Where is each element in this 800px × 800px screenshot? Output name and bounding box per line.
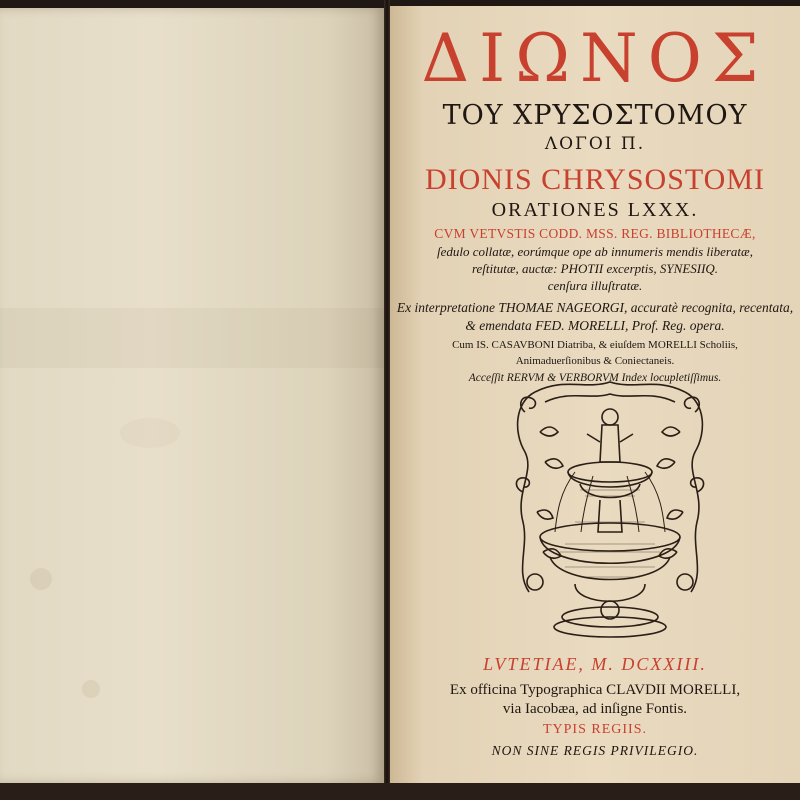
privilege-line: NON SINE REGIS PRIVILEGIO. <box>491 743 699 758</box>
interpretation-line-1: Ex interpretatione THOMAE NAGEORGI, accuratè recognita, recentata, <box>396 300 794 315</box>
typis-regiis: TYPIS REGIIS. <box>542 722 647 737</box>
book-bottom-edge <box>0 783 800 800</box>
casaubon-line-1: Cum IS. CASAVBONI Diatriba, & eiuſdem MORELLI Scholiis, <box>452 339 738 351</box>
greek-subtitle-1: ΤΟΥ ΧΡΥΣΟΣΤΟΜΟΥ <box>442 100 748 131</box>
index-line: Acceſſit RERVM & VERBORVM Index locupletiſſimus. <box>468 372 722 384</box>
body-line-3: cenſura illuſtratæ. <box>547 278 643 293</box>
blank-left-page <box>0 8 384 783</box>
imprint-line-2: via Iacobæa, ad inſigne Fontis. <box>502 701 688 717</box>
codices-line: CVM VETVSTIS CODD. MSS. REG. BIBLIOTHECÆ, <box>434 226 756 241</box>
imprint-city: LVTETIAE, M. DCXXIII. <box>483 654 707 674</box>
casaubon-line-2: Animaduerſionibus & Coniectaneis. <box>515 355 675 367</box>
interpretation-line-2: & emendata FED. MORELLI, Prof. Reg. opera. <box>465 318 725 333</box>
greek-subtitle-2: ΛΟΓΟΙ Π. <box>544 134 646 154</box>
latin-title: DIONIS CHRYSOSTOMI <box>424 163 765 196</box>
body-line-2: reſtitutæ, auctæ: PHOTII excerptis, SYNESIIQ. <box>471 261 719 276</box>
fountain-emblem <box>505 372 715 642</box>
latin-subtitle: ORATIONES LXXX. <box>491 199 699 221</box>
body-line-1: ſedulo collatæ, eorúmque ope ab innumeris mendis liberatæ, <box>437 244 753 259</box>
greek-title: ΔΙΩΝΟΣ <box>421 20 769 97</box>
imprint-line-1: Ex officina Typographica CLAVDII MORELLI, <box>449 682 741 698</box>
